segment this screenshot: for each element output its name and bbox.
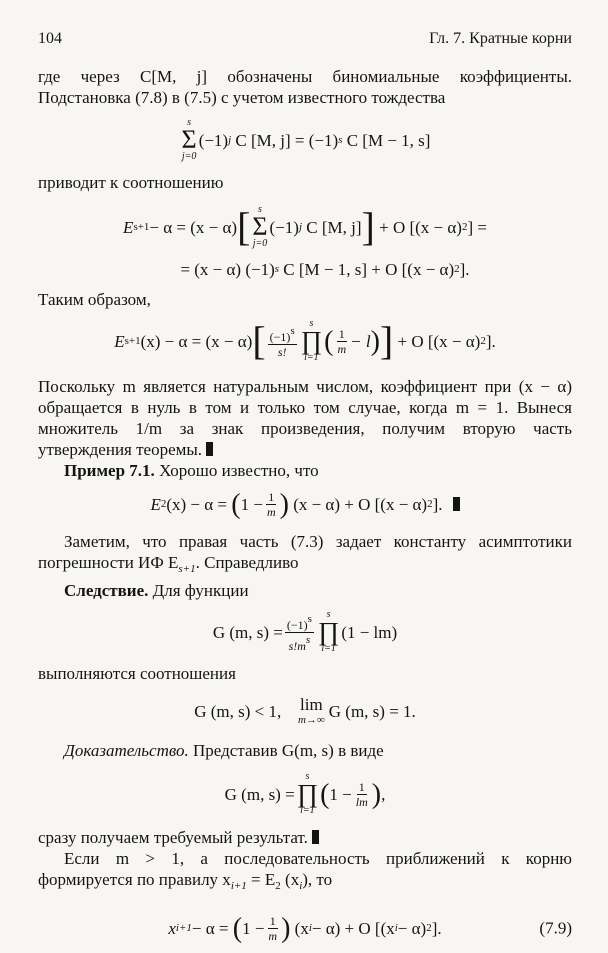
fraction: $\frac{(-1)s}{s!}$ [269,324,295,359]
paragraph-2: приводит к соотношению [38,173,224,192]
equation-G-limits: G (m, s) < 1, lim m→∞ G (m, s) = 1. [194,695,416,726]
paragraph-3: Таким образом, [38,290,151,309]
proof-paragraph: Доказательство. Представив G(m, s) в виде [64,741,384,760]
paragraph-4: Поскольку m является натуральным числом, коэффициент при (x − α) обращается в нуль в том и только том случае, когда m = 1. Вынеся множитель 1/m за знак произведения, получим вторую часть утверждения теоремы. [38,377,572,459]
sum-operator: s Σ j=0 [252,204,268,249]
equation-G-product-form: G (m, s) = s ∏ l=1 ( 1 − $\frac{1}{lm}$ ) , [224,771,386,816]
equation-number: (7.9) [539,918,572,938]
qed-icon [453,497,460,511]
qed-icon [312,830,319,844]
fraction: $\frac{1}{m}$ [266,489,276,519]
running-header: Гл. 7. Кратные корни [429,30,572,47]
product-operator: s ∏ l=1 [300,318,323,363]
equation-error-expansion-line1: E s+1 − α = (x − α) [ s Σ j=0 (−1) j C [M, j] ] + O [(x − α) 2 ] = [123,204,487,249]
page-body [38,66,572,953]
limit-operator: lim m→∞ [297,695,325,726]
fraction: $\frac{1}{lm}$ [355,779,368,809]
paragraph-7: сразу получаем требуемый результат. [38,827,572,848]
corollary-label: Следствие. [64,581,149,600]
paragraph-8: Если m > 1, а последовательность приближений к корню формируется по правилу $x_{i+1} = E_2$ $(x_i)$, то [38,849,572,892]
example-paragraph: Пример 7.1. Хорошо известно, что [64,461,319,480]
equation-error-product: E s+1 (x) − α = (x − α) [ $\frac{(-1)s}{s!}$ s ∏ l=1 ( $\frac{1}{m}$ − l ) ] + O [(x − α) 2 ]. [114,318,496,363]
corollary-paragraph: Следствие. Для функции [64,581,249,600]
example-label: Пример 7.1. [64,461,155,480]
product-operator: s ∏ l=1 [317,609,340,654]
page-number: 104 [38,30,62,47]
product-operator: s ∏ l=1 [296,771,319,816]
equation-binomial-identity: s Σ j=0 (−1) j C [M, j] = (−1) s C [M − 1, s] [181,117,431,162]
paragraph-1: где через C[M, j] обозначены биномиальные коэффициенты. Подстановка (7.8) в (7.5) с учетом известного тождества [38,67,572,107]
fraction: $\frac{1}{m}$ [268,913,278,943]
fraction: $\frac{1}{m}$ [337,326,347,356]
qed-icon [206,442,213,456]
equation-error-expansion-line2: = (x − α) (−1) s C [M − 1, s] + O [(x − α) 2 ]. [180,259,470,279]
equation-G-definition: G (m, s) = $\frac{(-1)s}{s!ms}$ s ∏ l=1 (1 − lm) [212,609,398,654]
paragraph-6: выполняются соотношения [38,664,236,683]
proof-label: Доказательство. [64,741,189,760]
fraction: $\frac{(-1)s}{s!ms}$ [286,612,312,653]
paragraph-5: Заметим, что правая часть (7.3) задает константу асимптотики погрешности ИФ $E_{s+1}$. Справедливо [38,532,572,575]
equation-example-7-1: E 2 (x) − α = ( 1 − $\frac{1}{m}$ ) (x − α) + O [(x − α) 2 ]. [38,481,572,527]
sum-operator: s Σ j=0 [181,117,197,162]
equation-7-9: x i+1 − α = ( 1 − $\frac{1}{m}$ ) (x i − α) + O [(x i − α) 2 ]. (7.9) [168,912,572,944]
